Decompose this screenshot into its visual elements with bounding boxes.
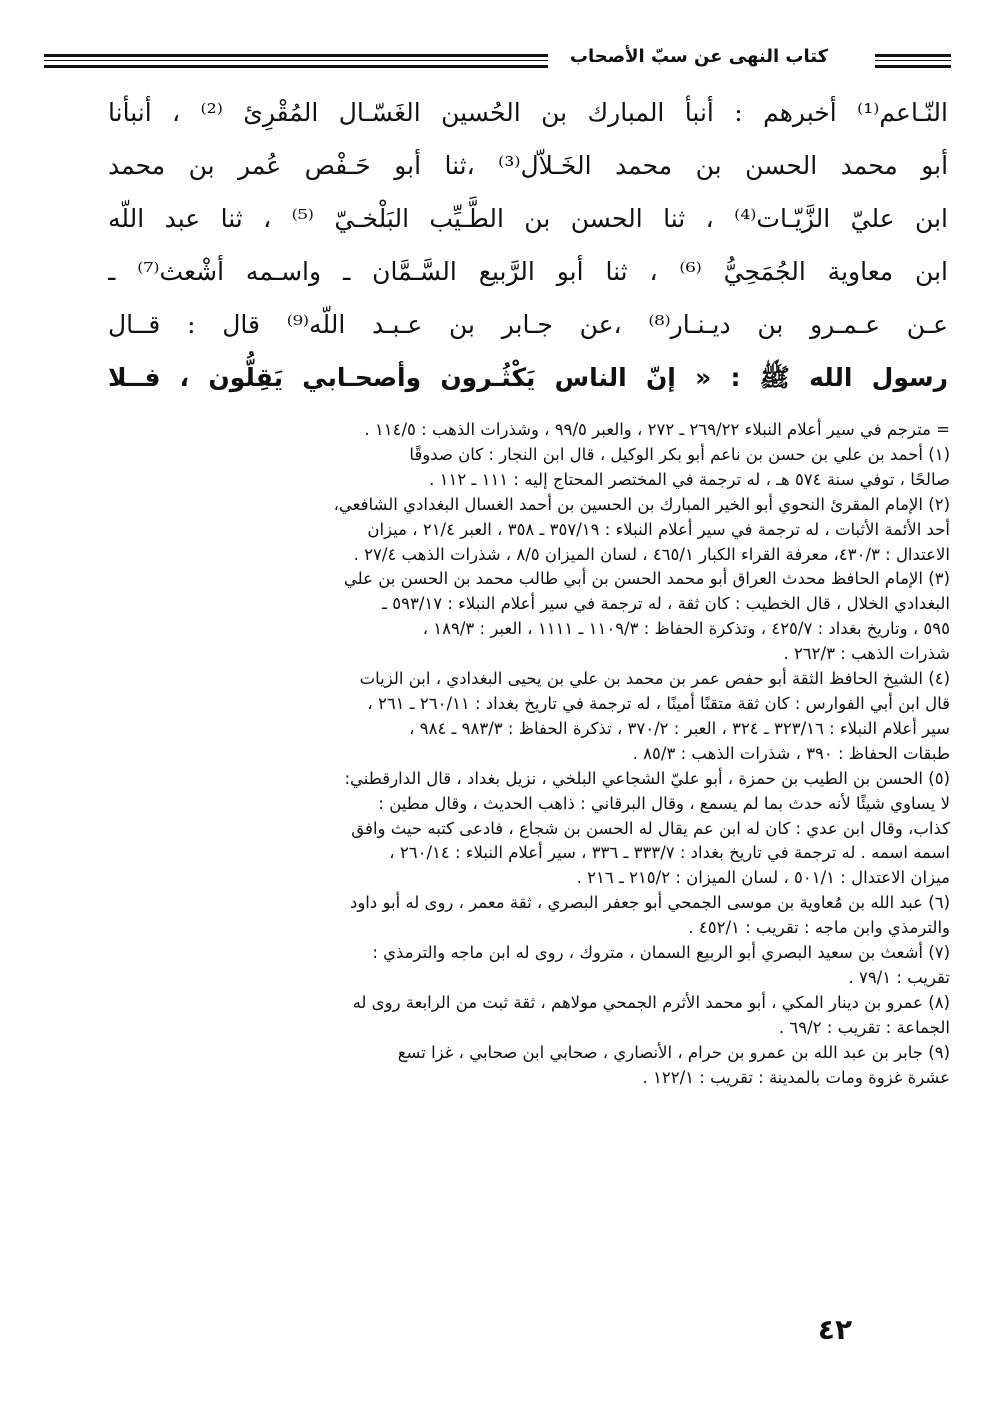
footnote-line: صالحًا ، توفي سنة ٥٧٤ هـ ، له ترجمة في المختصر المحتاج إليه : ١١١ ـ ١١٢ . (429, 469, 950, 489)
main-text (108, 86, 948, 408)
footnote-line: (٤) الشيخ الحافظ الثقة أبو حفص عمر بن محمد بن علي بن يحيى البغدادي ، ابن الزيات (359, 669, 950, 689)
footnote (112, 891, 950, 941)
footnote-line: تقريب : ٧٩/١ . (848, 967, 950, 987)
footnote-line: (٢) الإمام المقرئ النحوي أبو الخير المبارك بن الحسين بن أحمد الغسال البغدادي الشافعي، (333, 494, 950, 514)
footnote (112, 991, 950, 1041)
footnote (112, 767, 950, 892)
footnote-line: سير أعلام النبلاء : ٣٢٣/١٦ ـ ٣٢٤ ، العبر : ٣٧٠/٢ ، تذكرة الحفاظ : ٩٨٣/٣ ـ ٩٨٤ ، (409, 718, 950, 738)
footnote-line: (٩) جابر بن عبد الله بن عمرو بن حرام ، الأنصاري ، صحابي ابن صحابي ، غزا تسع (397, 1042, 950, 1062)
header-rule (44, 60, 548, 61)
header-rule (875, 54, 951, 57)
footnote-line: ٥٩٥ ، وتاريخ بغداد : ٤٢٥/٧ ، وتذكرة الحفاظ : ١١٠٩/٣ ـ ١١١١ ، العبر : ١٨٩/٣ ، (422, 619, 950, 639)
footnotes (112, 418, 950, 1318)
footnote-line: شذرات الذهب : ٢٦٢/٣ . (783, 644, 950, 664)
footnote (112, 493, 950, 568)
footnote-line: قال ابن أبي الفوارس : كان ثقة متقنًا أمينًا ، له ترجمة في تاريخ بغداد : ٢٦٠/١١ ـ ٢٦١ ، (367, 693, 950, 713)
footnote-line: الجماعة : تقريب : ٦٩/٢ . (778, 1017, 950, 1037)
footnote-line: (١) أحمد بن علي بن حسن بن ناعم أبو بكر الوكيل ، قال ابن النجار : كان صدوقًا (409, 444, 950, 464)
footnote-line: عشرة غزوة ومات بالمدينة : تقريب : ١٢٢/١ . (642, 1067, 950, 1087)
footnote-line: ميزان الاعتدال : ٥٠١/١ ، لسان الميزان : ٢١٥/٢ ـ ٢١٦ . (576, 868, 950, 888)
running-title: كتاب النهى عن سبّ الأصحاب (569, 46, 829, 67)
footnote-line: طبقات الحفاظ : ٣٩٠ ، شذرات الذهب : ٨٥/٣ . (632, 743, 950, 763)
footnote-line: (٣) الإمام الحافظ محدث العراق أبو محمد الحسن بن أبي طالب محمد بن الحسن بن علي (343, 569, 950, 589)
footnote-line: = مترجم في سير أعلام النبلاء ٢٦٩/٢٢ ـ ٢٧٢ ، والعبر ٩٩/٥ ، وشذرات الذهب : ١١٤/٥ . (364, 420, 950, 439)
footnote-line: اسمه اسمه . له ترجمة في تاريخ بغداد : ٣٣٣/٧ ـ ٣٣٦ ، سير أعلام النبلاء : ٢٦٠/١٤ ، (389, 843, 950, 863)
footnote (112, 567, 950, 667)
footnote-line: كذاب، وقال ابن عدي : كان له ابن عم يقال له الحسن بن شجاع ، فادعى كتبه حيث وافق (351, 818, 950, 838)
main-text-line: عـن عـمـرو بن ديـنـار⁽⁸⁾ ،عن جـابر بن عـبـد اللّه⁽⁹⁾ قال : قــال (108, 310, 948, 339)
footnote-line: (٦) عبد الله بن مُعاوية بن موسى الجمحي أبو جعفر البصري ، ثقة معمر ، روى له أبو داود (349, 893, 950, 913)
header-rule (44, 54, 548, 57)
footnote (112, 443, 950, 493)
main-text-line: النّـاعم⁽¹⁾ أخبرهم : أنبأ المبارك بن الحُسين الغَسّـال المُقْرِئ ⁽²⁾ ، أنبأنا (108, 98, 948, 127)
footnote-line: أحد الأئمة الأثبات ، له ترجمة في سير أعلام النبلاء : ٣٥٧/١٩ ـ ٣٥٨ ، العبر ٢١/٤ ، ميزان (367, 519, 950, 539)
main-text-line: ابن عليّ الزَّيّـات⁽⁴⁾ ، ثنا الحسن بن الطَّـيِّب البَلْخـيّ ⁽⁵⁾ ، ثنا عبد اللّه (108, 204, 948, 233)
header-rule (875, 65, 951, 68)
footnote-line: لا يساوي شيئًا لأنه حدث بما لم يسمع ، وقال البرقاني : ذاهب الحديث ، وقال مطين : (378, 793, 950, 813)
main-text-line: ابن معاوية الجُمَحِيُّ ⁽⁶⁾ ، ثنا أبو الرَّبيع السَّـمَّان ـ واسـمه أشْعث⁽⁷⁾ ـ (108, 257, 948, 286)
footnote (112, 418, 950, 443)
footnote-line: البغدادي الخلال ، قال الخطيب : كان ثقة ، له ترجمة في سير أعلام النبلاء : ٥٩٣/١٧ ـ (382, 594, 950, 614)
footnote (112, 941, 950, 991)
footnote-line: (٧) أشعث بن سعيد البصري أبو الربيع السمان ، متروك ، روى له ابن ماجه والترمذي : (372, 943, 950, 963)
footnote-line: (٨) عمرو بن دينار المكي ، أبو محمد الأثرم الجمحي مولاهم ، ثقة ثبت من الرابعة روى له (352, 992, 950, 1012)
header-rule (44, 65, 548, 68)
footnote (112, 667, 950, 767)
main-text-line: رسول الله ﷺ : « إنّ الناس يَكْثُـرون وأصحـابي يَقِلُّون ، فــلا (108, 363, 948, 392)
footnote-line: (٥) الحسن بن الطيب بن حمزة ، أبو عليّ الشجاعي البلخي ، نزيل بغداد ، قال الدارقطني: (344, 768, 950, 788)
header-rule (875, 60, 951, 61)
footnote-line: والترمذي وابن ماجه : تقريب : ٤٥٢/١ . (688, 918, 950, 938)
main-text-line: أبو محمد الحسن بن محمد الخَـلاّل⁽³⁾ ،ثنا أبو حَـفْص عُمر بن محمد (108, 151, 948, 180)
footnote-line: الاعتدال : ٤٣٠/٣، معرفة القراء الكبار ٤٦٥/١ ، لسان الميزان ٨/٥ ، شذرات الذهب ٢٧/٤ . (353, 544, 950, 564)
page-number: ٤٢ (817, 1313, 853, 1346)
footnote (112, 1041, 950, 1091)
